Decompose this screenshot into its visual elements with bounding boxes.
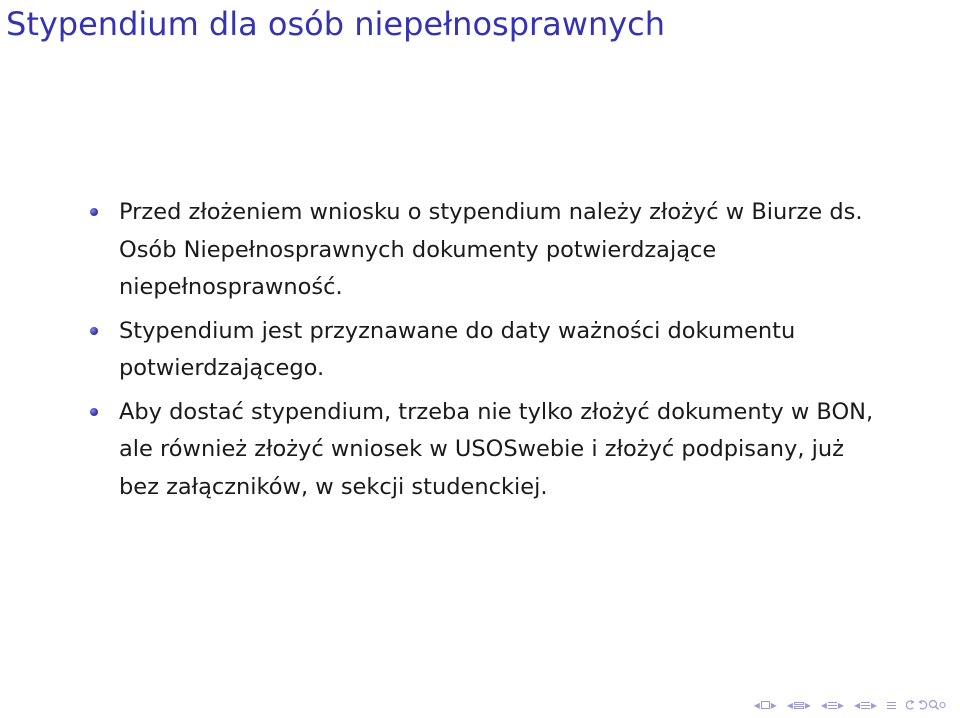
nav-frame-prev-icon[interactable]: ◂ (753, 698, 760, 712)
bullet-dot-icon (90, 327, 98, 335)
bullet-text: Stypendium jest przyznawane do daty ważności dokumentu potwierdzającego. (119, 317, 796, 381)
nav-document-prev-icon[interactable]: ◂ (853, 698, 860, 712)
nav-subsection-group (787, 698, 811, 712)
nav-subsection-icon (794, 702, 804, 709)
bullet-list (88, 194, 888, 512)
nav-document-group (854, 698, 877, 712)
bullet-item (88, 313, 888, 388)
nav-document-icon (861, 702, 870, 709)
beamer-navigation-bar (754, 698, 952, 712)
nav-section-group (821, 698, 844, 712)
bullet-item (88, 194, 888, 307)
nav-section-icon (828, 702, 837, 709)
nav-subsection-prev-icon[interactable]: ◂ (786, 698, 793, 712)
nav-search-group (906, 699, 946, 711)
nav-appendix-icon[interactable] (887, 702, 896, 709)
bullet-item (88, 394, 888, 507)
bullet-text: Aby dostać stypendium, trzeba nie tylko złożyć dokumenty w BON, ale również złożyć wniosek w USOSwebie i złożyć podpisany, już bez załączników, w sekcji studenckiej. (119, 398, 874, 500)
bullet-dot-icon (90, 208, 98, 216)
nav-frame-group (754, 698, 777, 712)
nav-section-next-icon[interactable]: ▸ (837, 698, 844, 712)
bullet-dot-icon (90, 408, 98, 416)
nav-frame-next-icon[interactable]: ▸ (770, 698, 777, 712)
nav-subsection-next-icon[interactable]: ▸ (804, 698, 811, 712)
bullet-text: Przed złożeniem wniosku o stypendium należy złożyć w Biurze ds. Osób Niepełnosprawnych dokumenty potwierdzające niepełnosprawność. (119, 199, 863, 300)
nav-back-forward-search-icon[interactable] (906, 699, 946, 711)
nav-appendix-group (887, 702, 896, 709)
slide-title: Stypendium dla osób niepełnosprawnych (6, 5, 666, 43)
nav-section-prev-icon[interactable]: ◂ (820, 698, 827, 712)
nav-document-next-icon[interactable]: ▸ (870, 698, 877, 712)
nav-frame-icon (761, 701, 770, 709)
